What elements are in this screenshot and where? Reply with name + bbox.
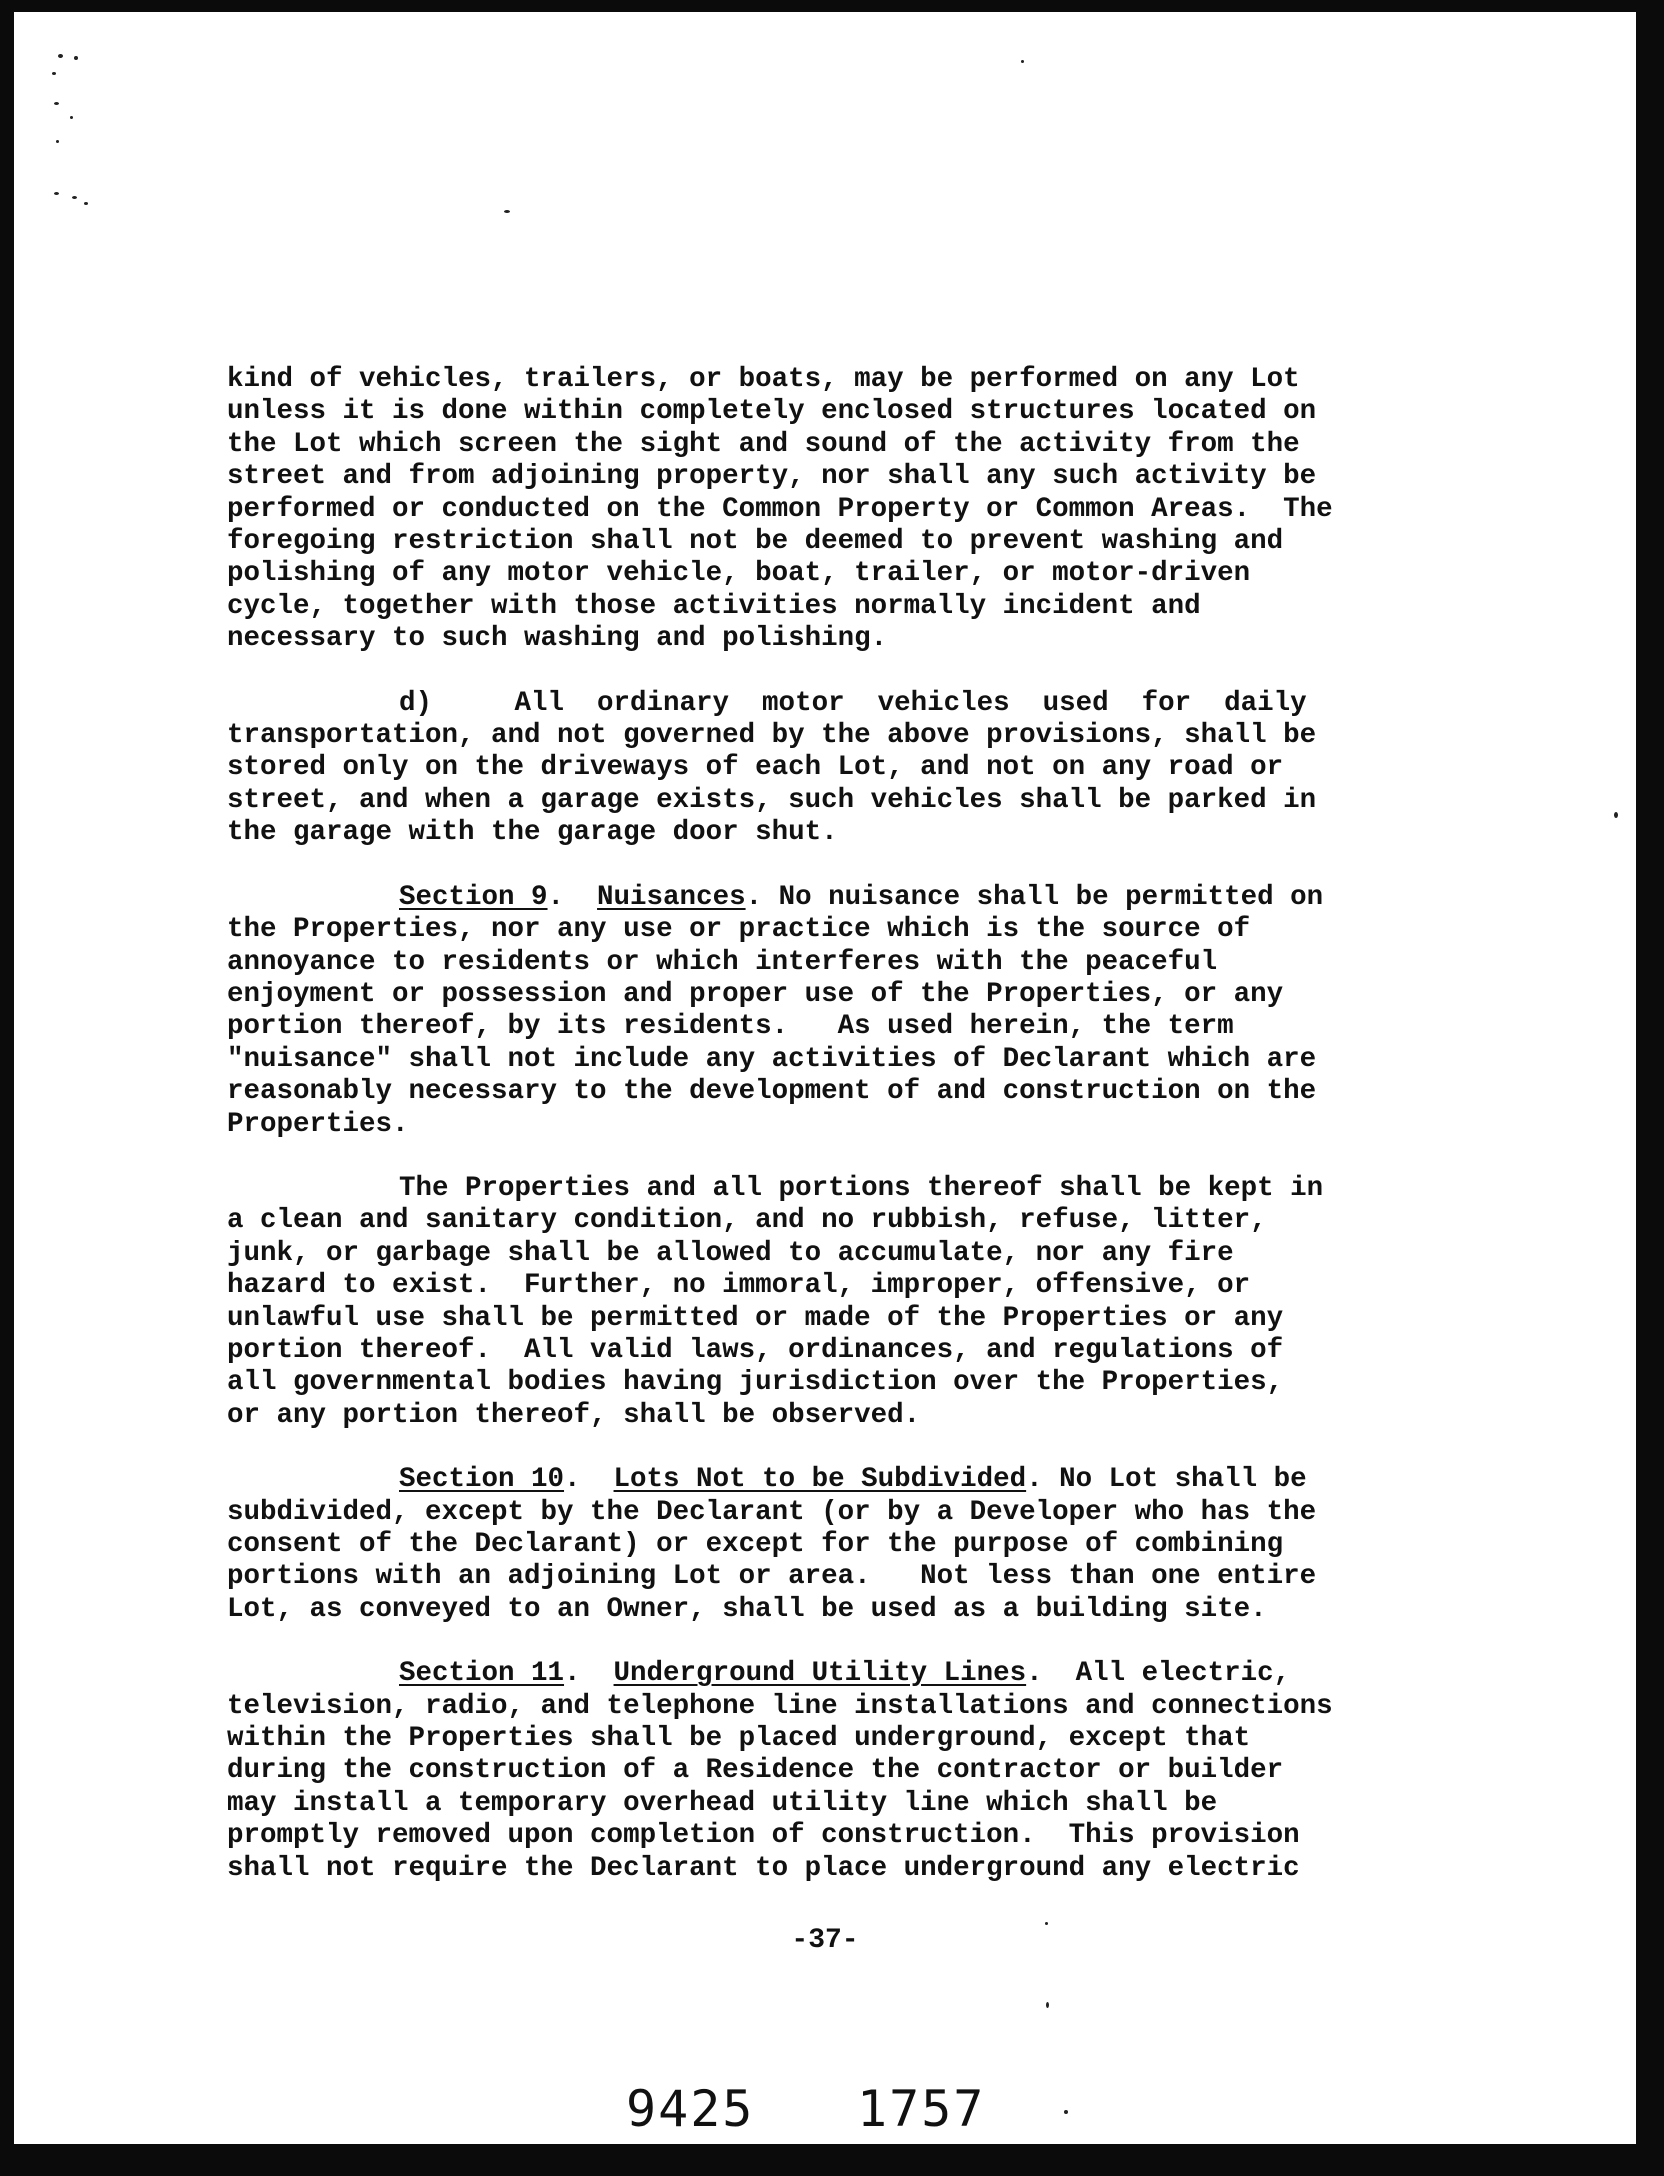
text-line: unless it is done within completely enclosed structures located on	[227, 396, 1317, 428]
text-line: The Properties and all portions thereof shall be kept in	[399, 1172, 1324, 1204]
text-line: television, radio, and telephone line installations and connections	[227, 1690, 1333, 1722]
text-line: within the Properties shall be placed underground, except that	[227, 1723, 1251, 1755]
text-line: enjoyment or possession and proper use of the Properties, or any	[227, 978, 1284, 1010]
section-label: Section 11	[399, 1658, 565, 1690]
scan-speck	[70, 116, 73, 119]
text-line: annoyance to residents or which interferes with the peaceful	[227, 946, 1218, 978]
document-page	[14, 12, 1636, 2144]
text-line: performed or conducted on the Common Property or Common Areas. The	[227, 493, 1333, 525]
text-fragment: No Lot shall be	[1042, 1464, 1307, 1496]
section-heading-line: Section 9. Nuisances. No nuisance shall be permitted on	[399, 881, 1324, 913]
scan-speck	[54, 192, 59, 195]
scan-speck	[74, 56, 78, 60]
text-line: d) All ordinary motor vehicles used for daily	[399, 687, 1307, 719]
recording-page-number: 1757	[857, 2080, 986, 2138]
section-heading-line: Section 10. Lots Not to be Subdivided. No Lot shall be	[399, 1464, 1307, 1496]
text-line: the Properties, nor any use or practice which is the source of	[227, 914, 1251, 946]
text-line: promptly removed upon completion of construction. This provision	[227, 1820, 1300, 1852]
section-11-utility	[227, 1658, 1477, 1885]
text-fragment: No nuisance shall be permitted on	[762, 881, 1324, 913]
paragraph-vehicle-maintenance	[227, 364, 1477, 656]
section-10-lots	[227, 1464, 1477, 1626]
text-line: stored only on the driveways of each Lot, and not on any road or	[227, 752, 1284, 784]
text-line: a clean and sanitary condition, and no rubbish, refuse, litter,	[227, 1205, 1267, 1237]
scan-speck	[58, 54, 63, 58]
scan-speck	[56, 140, 59, 143]
scan-speck	[54, 102, 59, 105]
text-line: or any portion thereof, shall be observed.	[227, 1399, 921, 1431]
text-line: street and from adjoining property, nor shall any such activity be	[227, 461, 1317, 493]
text-line: Properties.	[227, 1108, 409, 1140]
section-9-nuisances	[227, 882, 1477, 1141]
scan-speck	[1021, 60, 1024, 63]
recording-book-number: 9425	[626, 2080, 755, 2138]
text-line: all governmental bodies having jurisdiction over the Properties,	[227, 1367, 1284, 1399]
text-line: Lot, as conveyed to an Owner, shall be used as a building site.	[227, 1593, 1267, 1625]
text-line: transportation, and not governed by the above provisions, shall be	[227, 720, 1317, 752]
text-line: reasonably necessary to the development of and construction on the	[227, 1076, 1317, 1108]
document-body	[227, 364, 1477, 1917]
text-line: unlawful use shall be permitted or made of the Properties or any	[227, 1302, 1284, 1334]
text-line: the Lot which screen the sight and sound of the activity from the	[227, 428, 1300, 460]
scan-speck	[504, 210, 510, 213]
text-line: during the construction of a Residence the contractor or builder	[227, 1755, 1284, 1787]
scan-speck	[1046, 2002, 1049, 2008]
paragraph-motor-vehicles	[227, 688, 1477, 850]
text-line: portion thereof, by its residents. As used herein, the term	[227, 1011, 1234, 1043]
text-fragment: All electric,	[1042, 1658, 1291, 1690]
text-line: portions with an adjoining Lot or area. Not less than one entire	[227, 1561, 1317, 1593]
text-line: kind of vehicles, trailers, or boats, may be performed on any Lot	[227, 364, 1300, 395]
text-line: hazard to exist. Further, no immoral, improper, offensive, or	[227, 1270, 1251, 1302]
text-line: street, and when a garage exists, such vehicles shall be parked in	[227, 784, 1317, 816]
scan-speck	[84, 202, 88, 205]
text-line: shall not require the Declarant to place underground any electric	[227, 1852, 1300, 1884]
scan-speck	[72, 196, 77, 199]
section-title: Underground Utility Lines	[613, 1658, 1027, 1690]
text-line: cycle, together with those activities normally incident and	[227, 590, 1201, 622]
section-heading-line: Section 11. Underground Utility Lines. All electric,	[399, 1658, 1291, 1690]
text-line: junk, or garbage shall be allowed to accumulate, nor any fire	[227, 1237, 1234, 1269]
text-line: portion thereof. All valid laws, ordinances, and regulations of	[227, 1334, 1284, 1366]
section-title: Lots Not to be Subdivided	[613, 1464, 1027, 1496]
scan-speck	[1064, 2110, 1068, 2114]
scan-speck	[1614, 812, 1618, 818]
text-line: necessary to such washing and polishing.	[227, 623, 888, 655]
text-line: "nuisance" shall not include any activities of Declarant which are	[227, 1043, 1317, 1075]
paragraph-properties-clean	[227, 1173, 1477, 1432]
section-label: Section 9	[399, 881, 548, 913]
text-line: polishing of any motor vehicle, boat, trailer, or motor-driven	[227, 558, 1251, 590]
section-label: Section 10	[399, 1464, 565, 1496]
page-number: -37-	[791, 1925, 859, 1956]
scan-speck	[52, 72, 56, 75]
text-line: consent of the Declarant) or except for the purpose of combining	[227, 1529, 1284, 1560]
text-line: the garage with the garage door shut.	[227, 817, 838, 849]
text-line: may install a temporary overhead utility line which shall be	[227, 1787, 1218, 1819]
text-line: foregoing restriction shall not be deemed to prevent washing and	[227, 526, 1284, 558]
section-title: Nuisances	[597, 881, 746, 913]
text-line: subdivided, except by the Declarant (or by a Developer who has the	[227, 1496, 1317, 1528]
